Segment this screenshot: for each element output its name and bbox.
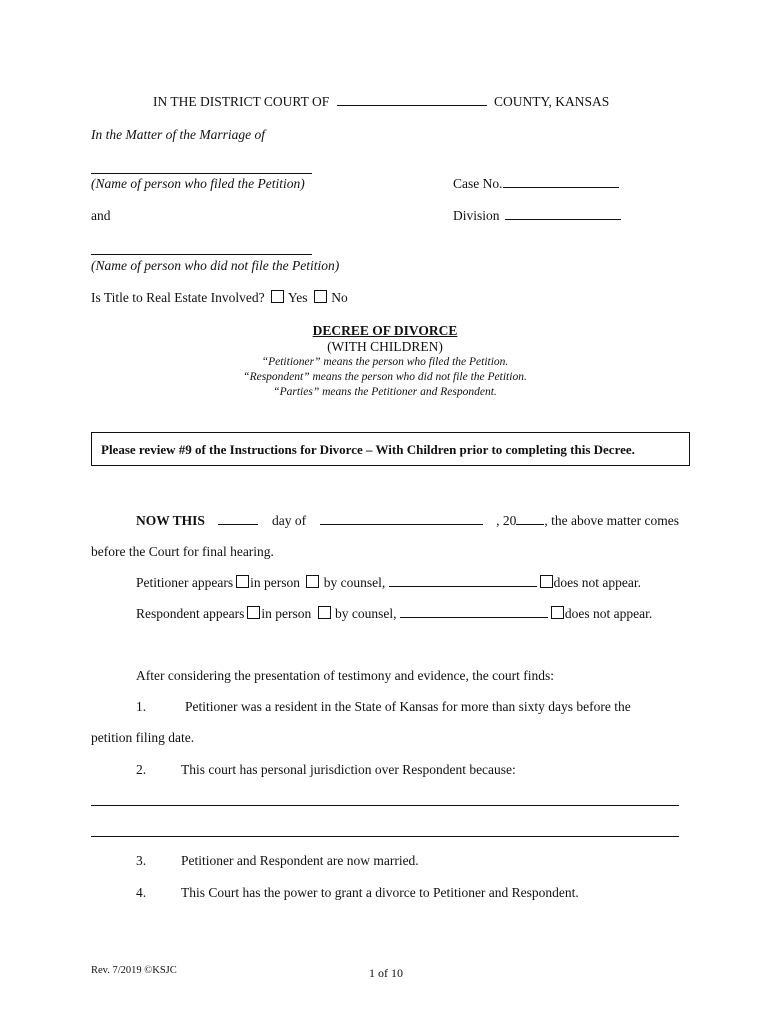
decree-subtitle: (WITH CHILDREN) <box>327 339 443 354</box>
case-number-field[interactable] <box>503 186 619 188</box>
now-this-text: NOW THIS <box>136 513 205 528</box>
case-number <box>453 176 619 192</box>
hearing-line <box>136 513 679 529</box>
court-header-suffix: COUNTY, KANSAS <box>493 94 610 109</box>
year-field[interactable] <box>516 523 544 525</box>
matter-comes-text: , the above matter comes <box>544 513 679 528</box>
real-estate-yes-checkbox[interactable] <box>271 290 284 303</box>
division <box>453 208 621 224</box>
definition-parties: “Parties” means the Petitioner and Respondent. <box>273 386 497 398</box>
county-name-field[interactable] <box>337 104 487 106</box>
decree-title: DECREE OF DIVORCE <box>312 323 458 338</box>
petitioner-in-person-label: in person <box>250 575 300 590</box>
and-text: and <box>91 208 111 223</box>
real-estate-no-label: No <box>331 290 348 305</box>
respondent-not-appear-label: does not appear. <box>564 606 653 621</box>
definition-petitioner: “Petitioner” means the person who filed the Petition. <box>261 356 509 368</box>
petitioner-not-appear-label: does not appear. <box>553 575 641 590</box>
respondent-by-counsel-label: by counsel, <box>334 606 397 621</box>
respondent-by-counsel-checkbox[interactable] <box>318 606 331 619</box>
division-field[interactable] <box>505 218 621 220</box>
finding-1-continuation: petition filing date. <box>91 730 195 745</box>
petitioner-not-appear-checkbox[interactable] <box>540 575 553 588</box>
month-field[interactable] <box>320 523 483 525</box>
division-label: Division <box>453 208 500 223</box>
respondent-in-person-checkbox[interactable] <box>247 606 260 619</box>
day-of-text: day of <box>271 513 307 528</box>
petitioner-name-field[interactable] <box>91 172 312 174</box>
instructions-notice: Please review #9 of the Instructions for Divorce – With Children prior to completing this Decree. <box>91 432 690 466</box>
petitioner-by-counsel-label: by counsel, <box>323 575 386 590</box>
respondent-name-label: (Name of person who did not file the Petition) <box>91 258 340 273</box>
findings-intro: After considering the presentation of testimony and evidence, the court finds: <box>136 668 554 683</box>
petitioner-in-person-checkbox[interactable] <box>236 575 249 588</box>
jurisdiction-reason-line-2[interactable] <box>91 836 679 837</box>
jurisdiction-reason-line-1[interactable] <box>91 805 679 806</box>
respondent-not-appear-checkbox[interactable] <box>551 606 564 619</box>
finding-4-text: This Court has the power to grant a divorce to Petitioner and Respondent. <box>181 885 579 900</box>
finding-1-number: 1. <box>136 699 147 714</box>
petitioner-counsel-field[interactable] <box>389 585 537 587</box>
respondent-counsel-field[interactable] <box>400 616 548 618</box>
respondent-in-person-label: in person <box>261 606 312 621</box>
matter-caption: In the Matter of the Marriage of <box>91 127 265 142</box>
finding-4-number: 4. <box>136 885 147 900</box>
respondent-appearance <box>136 606 652 622</box>
real-estate-question <box>91 290 348 306</box>
petitioner-appears-label: Petitioner appears <box>136 575 234 590</box>
page-number: 1 of 10 <box>369 966 403 980</box>
real-estate-question-text: Is Title to Real Estate Involved? <box>91 290 265 305</box>
petitioner-by-counsel-checkbox[interactable] <box>306 575 319 588</box>
finding-2-text: This court has personal jurisdiction over Respondent because: <box>181 762 516 777</box>
finding-1-text: Petitioner was a resident in the State of Kansas for more than sixty days before the <box>185 699 631 714</box>
finding-3-number: 3. <box>136 853 147 868</box>
real-estate-no-checkbox[interactable] <box>314 290 327 303</box>
respondent-appears-label: Respondent appears <box>136 606 245 621</box>
case-number-label: Case No. <box>453 176 503 191</box>
court-header-prefix: IN THE DISTRICT COURT OF <box>153 94 330 109</box>
revision-footer: Rev. 7/2019 ©KSJC <box>91 965 177 976</box>
petitioner-appearance <box>136 575 641 591</box>
finding-2-number: 2. <box>136 762 147 777</box>
petitioner-name-label: (Name of person who filed the Petition) <box>91 176 305 191</box>
finding-3-text: Petitioner and Respondent are now married. <box>181 853 419 868</box>
respondent-name-field[interactable] <box>91 253 312 255</box>
day-field[interactable] <box>218 523 258 525</box>
court-header <box>153 94 609 110</box>
hearing-continuation: before the Court for final hearing. <box>91 544 274 559</box>
real-estate-yes-label: Yes <box>287 290 308 305</box>
year-prefix-text: , 20 <box>496 513 517 528</box>
definition-respondent: “Respondent” means the person who did not file the Petition. <box>243 371 527 383</box>
